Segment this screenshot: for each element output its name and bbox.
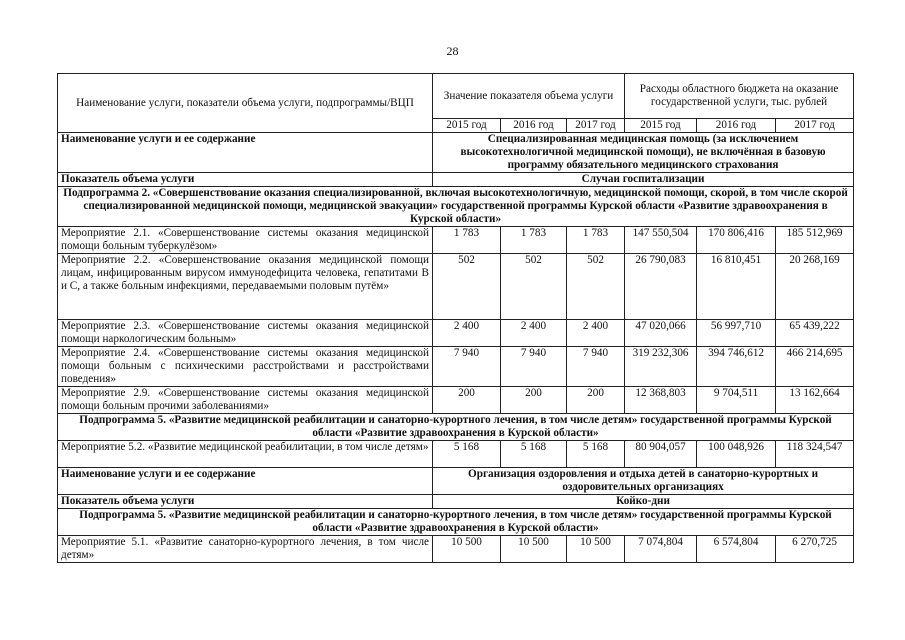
budget-2015: 147 550,504 — [625, 227, 697, 254]
volume-2015: 5 168 — [433, 441, 501, 468]
service-value: Организация оздоровления и отдыха детей в санаторно-курортных и оздоровительных организациях — [433, 468, 854, 495]
measure-name: Мероприятие 2.4. «Совершенствование системы оказания медицинской помощи больным с психическими расстройствами и расстройствами поведения» — [58, 347, 433, 387]
table-row — [58, 227, 854, 254]
measure-name: Мероприятие 5.2. «Развитие медицинской реабилитации, в том числе детям» — [58, 441, 433, 468]
indicator-label: Показатель объема услуги — [58, 495, 433, 509]
indicator-row — [58, 173, 854, 187]
header-budget: Расходы областного бюджета на оказание государственной услуги, тыс. рублей — [625, 74, 854, 119]
service-label: Наименование услуги и ее содержание — [58, 468, 433, 495]
budget-2017: 185 512,969 — [776, 227, 854, 254]
budget-2015: 47 020,066 — [625, 320, 697, 347]
budget-2015: 80 904,057 — [625, 441, 697, 468]
services-table — [57, 73, 854, 563]
table-row — [58, 387, 854, 414]
header-volume: Значение показателя объема услуги — [433, 74, 625, 119]
budget-2017: 13 162,664 — [776, 387, 854, 414]
volume-2016: 1 783 — [501, 227, 567, 254]
volume-2015: 200 — [433, 387, 501, 414]
volume-2017: 2 400 — [567, 320, 625, 347]
volume-2017: 200 — [567, 387, 625, 414]
measure-name: Мероприятие 2.2. «Совершенствование оказания медицинской помощи лицам, инфицированным вирусом иммунодефицита человека, гепатитами B и C, а также больным инфекциями, передаваемыми половым путём» — [58, 254, 433, 320]
year-header: 2017 год — [776, 119, 854, 133]
header-row — [58, 74, 854, 119]
volume-2015: 7 940 — [433, 347, 501, 387]
budget-2017: 118 324,547 — [776, 441, 854, 468]
budget-2016: 394 746,612 — [697, 347, 776, 387]
table-row — [58, 347, 854, 387]
budget-2016: 6 574,804 — [697, 536, 776, 563]
year-header: 2016 год — [697, 119, 776, 133]
budget-2016: 170 806,416 — [697, 227, 776, 254]
year-header: 2017 год — [567, 119, 625, 133]
volume-2015: 2 400 — [433, 320, 501, 347]
budget-2016: 16 810,451 — [697, 254, 776, 320]
budget-2016: 9 704,511 — [697, 387, 776, 414]
budget-2015: 26 790,083 — [625, 254, 697, 320]
service-row — [58, 468, 854, 495]
volume-2017: 1 783 — [567, 227, 625, 254]
volume-2016: 2 400 — [501, 320, 567, 347]
subprogram-title: Подпрограмма 5. «Развитие медицинской реабилитации и санаторно-курортного лечения, в том числе детям» государственной программы Курской области «Развитие здравоохранения в Курской области» — [58, 414, 854, 441]
volume-2017: 502 — [567, 254, 625, 320]
subprogram-title: Подпрограмма 5. «Развитие медицинской реабилитации и санаторно-курортного лечения, в том числе детям» государственной программы Курской области «Развитие здравоохранения в Курской области» — [58, 509, 854, 536]
service-value: Специализированная медицинская помощь (за исключением высокотехнологичной медицинской помощи), не включённая в базовую программу обязательного медицинского страхования — [433, 133, 854, 173]
table-row — [58, 320, 854, 347]
volume-2016: 10 500 — [501, 536, 567, 563]
volume-2016: 5 168 — [501, 441, 567, 468]
volume-2017: 10 500 — [567, 536, 625, 563]
budget-2017: 20 268,169 — [776, 254, 854, 320]
table-row — [58, 536, 854, 563]
year-header: 2015 год — [625, 119, 697, 133]
volume-2016: 200 — [501, 387, 567, 414]
service-label: Наименование услуги и ее содержание — [58, 133, 433, 173]
table-row — [58, 441, 854, 468]
indicator-value: Койко-дни — [433, 495, 854, 509]
volume-2015: 10 500 — [433, 536, 501, 563]
indicator-row — [58, 495, 854, 509]
subprogram-title: Подпрограмма 2. «Совершенствование оказания специализированной, включая высокотехнологичную, медицинской помощи, скорой, в том числе скорой специализированной медицинской помощи, медицинской эвакуации» государственной программы Курской области «Развитие здравоохранения в Курской области» — [58, 187, 854, 227]
indicator-label: Показатель объема услуги — [58, 173, 433, 187]
volume-2016: 502 — [501, 254, 567, 320]
volume-2017: 5 168 — [567, 441, 625, 468]
indicator-value: Случаи госпитализации — [433, 173, 854, 187]
budget-2017: 466 214,695 — [776, 347, 854, 387]
volume-2015: 1 783 — [433, 227, 501, 254]
volume-2015: 502 — [433, 254, 501, 320]
subprogram-row — [58, 414, 854, 441]
measure-name: Мероприятие 2.1. «Совершенствование системы оказания медицинской помощи больным туберкулёзом» — [58, 227, 433, 254]
header-name: Наименование услуги, показатели объема услуги, подпрограммы/ВЦП — [58, 74, 433, 133]
measure-name: Мероприятие 2.9. «Совершенствование системы оказания медицинской помощи больным прочими заболеваниями» — [58, 387, 433, 414]
service-row — [58, 133, 854, 173]
budget-2017: 6 270,725 — [776, 536, 854, 563]
table-row — [58, 254, 854, 320]
year-header: 2015 год — [433, 119, 501, 133]
page-number: 28 — [446, 44, 459, 58]
year-header: 2016 год — [501, 119, 567, 133]
measure-name: Мероприятие 5.1. «Развитие санаторно-курортного лечения, в том числе детям» — [58, 536, 433, 563]
subprogram-row — [58, 509, 854, 536]
subprogram-row — [58, 187, 854, 227]
volume-2016: 7 940 — [501, 347, 567, 387]
volume-2017: 7 940 — [567, 347, 625, 387]
budget-2016: 100 048,926 — [697, 441, 776, 468]
budget-2015: 319 232,306 — [625, 347, 697, 387]
budget-2017: 65 439,222 — [776, 320, 854, 347]
budget-2015: 12 368,803 — [625, 387, 697, 414]
budget-2015: 7 074,804 — [625, 536, 697, 563]
measure-name: Мероприятие 2.3. «Совершенствование системы оказания медицинской помощи наркологическим больным» — [58, 320, 433, 347]
budget-2016: 56 997,710 — [697, 320, 776, 347]
